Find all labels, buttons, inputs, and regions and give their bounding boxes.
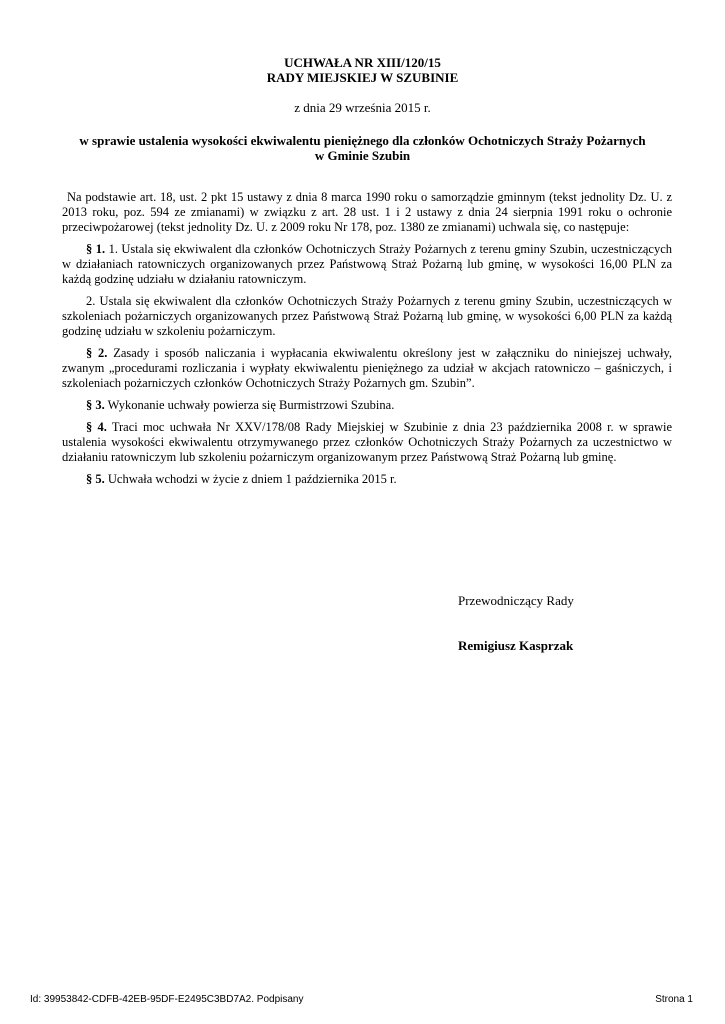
footer-document-id: Id: 39953842-CDFB-42EB-95DF-E2495C3BD7A2. Podpisany <box>30 994 304 1005</box>
resolution-body <box>62 190 672 494</box>
resolution-number: UCHWAŁA NR XIII/120/15 <box>284 55 441 70</box>
paragraph-3-mark: § 3. <box>86 398 105 412</box>
subject-line-1: w sprawie ustalenia wysokości ekwiwalentu pieniężnego dla członków Ochotniczych Straży Pożarnych <box>79 133 646 148</box>
paragraph-5 <box>62 472 672 487</box>
resolution-title <box>0 55 725 85</box>
paragraph-1-point-2: 2. Ustala się ekwiwalent dla członków Ochotniczych Straży Pożarnych z terenu gminy Szubin, uczestniczących w szkoleniach pożarniczych organizowanych przez Państwową Straż Pożarną lub gminę, w wysokości 6,00 PLN za każdą godzinę udziału w szkoleniu pożarniczym. <box>62 294 672 338</box>
subject-line-2: w Gminie Szubin <box>314 148 411 163</box>
paragraph-4 <box>62 420 672 465</box>
paragraph-1 <box>62 242 672 287</box>
paragraph-2-text: Zasady i sposób naliczania i wypłacania ekwiwalentu określony jest w załączniku do niniejszej uchwały, zwanym „procedurami rozliczania i wypłaty ekwiwalentu pieniężnego za udział w akcjach ratowniczo – gaśniczych, i szkoleniach pożarniczych członków Ochotniczych Straży Pożarnych gm. Szubin”. <box>62 346 673 390</box>
signature-name: Remigiusz Kasprzak <box>458 638 574 653</box>
paragraph-2-mark: § 2. <box>86 346 108 360</box>
paragraph-2 <box>62 346 672 391</box>
paragraph-5-mark: § 5. <box>86 472 105 486</box>
paragraph-3-text: Wykonanie uchwały powierza się Burmistrzowi Szubina. <box>107 398 395 412</box>
paragraph-1-mark: § 1. <box>86 242 106 256</box>
signature-role: Przewodniczący Rady <box>458 593 574 608</box>
resolution-subject <box>0 133 725 163</box>
paragraph-4-mark: § 4. <box>86 420 107 434</box>
paragraph-1-text: 1. Ustala się ekwiwalent dla członków Ochotniczych Straży Pożarnych z terenu gminy Szubin, uczestniczących w działaniach ratowniczych organizowanych przez Państwową Straż Pożarną lub gminę, w wysokości 16,00 PLN za każdą godzinę udziału w działaniu ratowniczym. <box>62 242 673 286</box>
footer-page-number: Strona 1 <box>655 994 693 1005</box>
paragraph-4-text: Traci moc uchwała Nr XXV/178/08 Rady Miejskiej w Szubinie z dnia 23 października 2008 r. w sprawie ustalenia wysokości ekwiwalentu otrzymywanego przez członków Ochotniczych Straży Pożarnych za uczestnictwo w działaniu ratowniczym lub szkoleniu pożarniczym organizowanym przez Państwową Straż Pożarną lub gminę. <box>62 420 672 464</box>
paragraph-5-text: Uchwała wchodzi w życie z dniem 1 października 2015 r. <box>107 472 397 486</box>
resolution-date: z dnia 29 września 2015 r. <box>294 100 431 115</box>
paragraph-3 <box>62 398 672 413</box>
council-name: RADY MIEJSKIEJ W SZUBINIE <box>266 70 459 85</box>
preamble: Na podstawie art. 18, ust. 2 pkt 15 ustawy z dnia 8 marca 1990 roku o samorządzie gminnym (tekst jednolity Dz. U. z 2013 roku, poz. 594 ze zmianami) w związku z art. 28 ust. 1 i 2 ustawy z dnia 24 sierpnia 1991 roku o ochronie przeciwpożarowej (tekst jednolity Dz. U. z 2009 roku Nr 178, poz. 1380 ze zmianami) uchwala się, co następuje: <box>62 190 672 234</box>
